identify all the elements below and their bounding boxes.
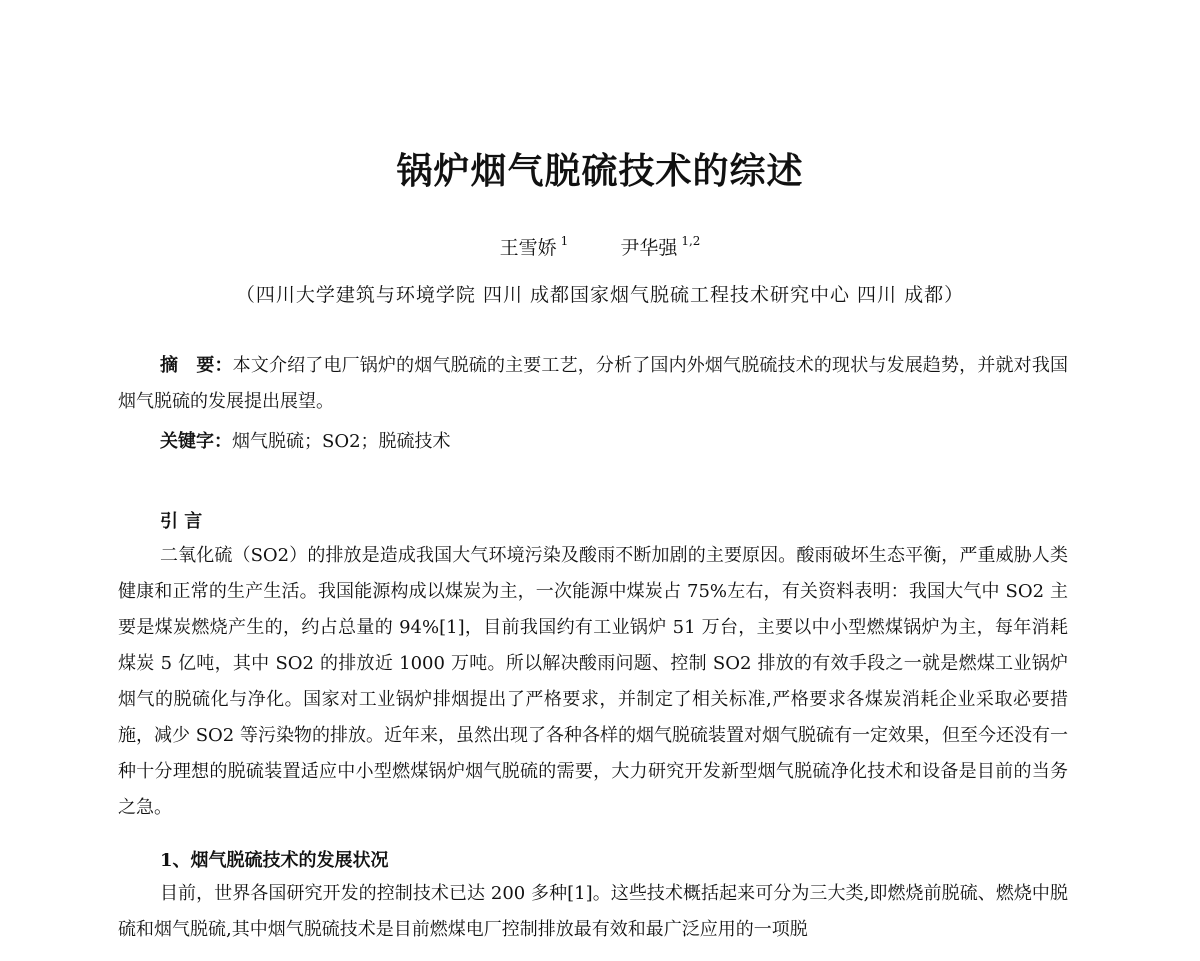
abstract-text: 本文介绍了电厂锅炉的烟气脱硫的主要工艺，分析了国内外烟气脱硫技术的现状与发展趋势，并就对我国烟气脱硫的发展提出展望。 — [118, 355, 1068, 412]
author-line — [0, 233, 1200, 260]
abstract-label: 摘 要： — [160, 355, 233, 376]
keywords — [118, 424, 1068, 460]
author-affiliation-mark: 1,2 — [681, 234, 701, 248]
author-affiliation-mark: 1 — [560, 234, 569, 248]
keywords-text: 烟气脱硫；SO2；脱硫技术 — [232, 431, 451, 452]
intro-heading: 引 言 — [160, 511, 203, 532]
paper-title: 锅炉烟气脱硫技术的综述 — [396, 150, 804, 192]
intro-paragraph: 二氧化硫（SO2）的排放是造成我国大气环境污染及酸雨不断加剧的主要原因。酸雨破坏生态平衡，严重威胁人类健康和正常的生产生活。我国能源构成以煤炭为主，一次能源中煤炭占 75%左右，有关资料表明：我国大气中 SO2 主要是煤炭燃烧产生的，约占总量的 94%[1]，目前我国约有工业锅炉 51 万台，主要以中小型燃煤锅炉为主，每年消耗煤炭 5 亿吨，其中 SO2 的排放近 1000 万吨。所以解决酸雨问题、控制 SO2 排放的有效手段之一就是燃煤工业锅炉烟气的脱硫化与净化。国家对工业锅炉排烟提出了严格要求，并制定了相关标准,严格要求各煤炭消耗企业采取必要措施，减少 SO2 等污染物的排放。近年来，虽然出现了各种各样的烟气脱硫装置对烟气脱硫有一定效果，但至今还没有一种十分理想的脱硫装置适应中小型燃煤锅炉烟气脱硫的需要，大力研究开发新型烟气脱硫净化技术和设备是目前的当务之急。 — [118, 545, 1068, 818]
abstract — [118, 348, 1068, 420]
author-1 — [500, 233, 569, 260]
section-1-heading: 1、烟气脱硫技术的发展状况 — [160, 850, 389, 871]
author-2 — [620, 233, 700, 260]
author-name: 王雪娇 — [499, 237, 557, 259]
keywords-label: 关键字： — [160, 431, 232, 452]
section-1-paragraph: 目前，世界各国研究开发的控制技术已达 200 多种[1]。这些技术概括起来可分为三大类,即燃烧前脱硫、燃烧中脱硫和烟气脱硫,其中烟气脱硫技术是目前燃煤电厂控制排放最有效和最广泛应用的一项脱 — [118, 883, 1068, 940]
affiliation: （四川大学建筑与环境学院 四川 成都国家烟气脱硫工程技术研究中心 四川 成都） — [235, 284, 965, 306]
author-name: 尹华强 — [620, 237, 678, 259]
